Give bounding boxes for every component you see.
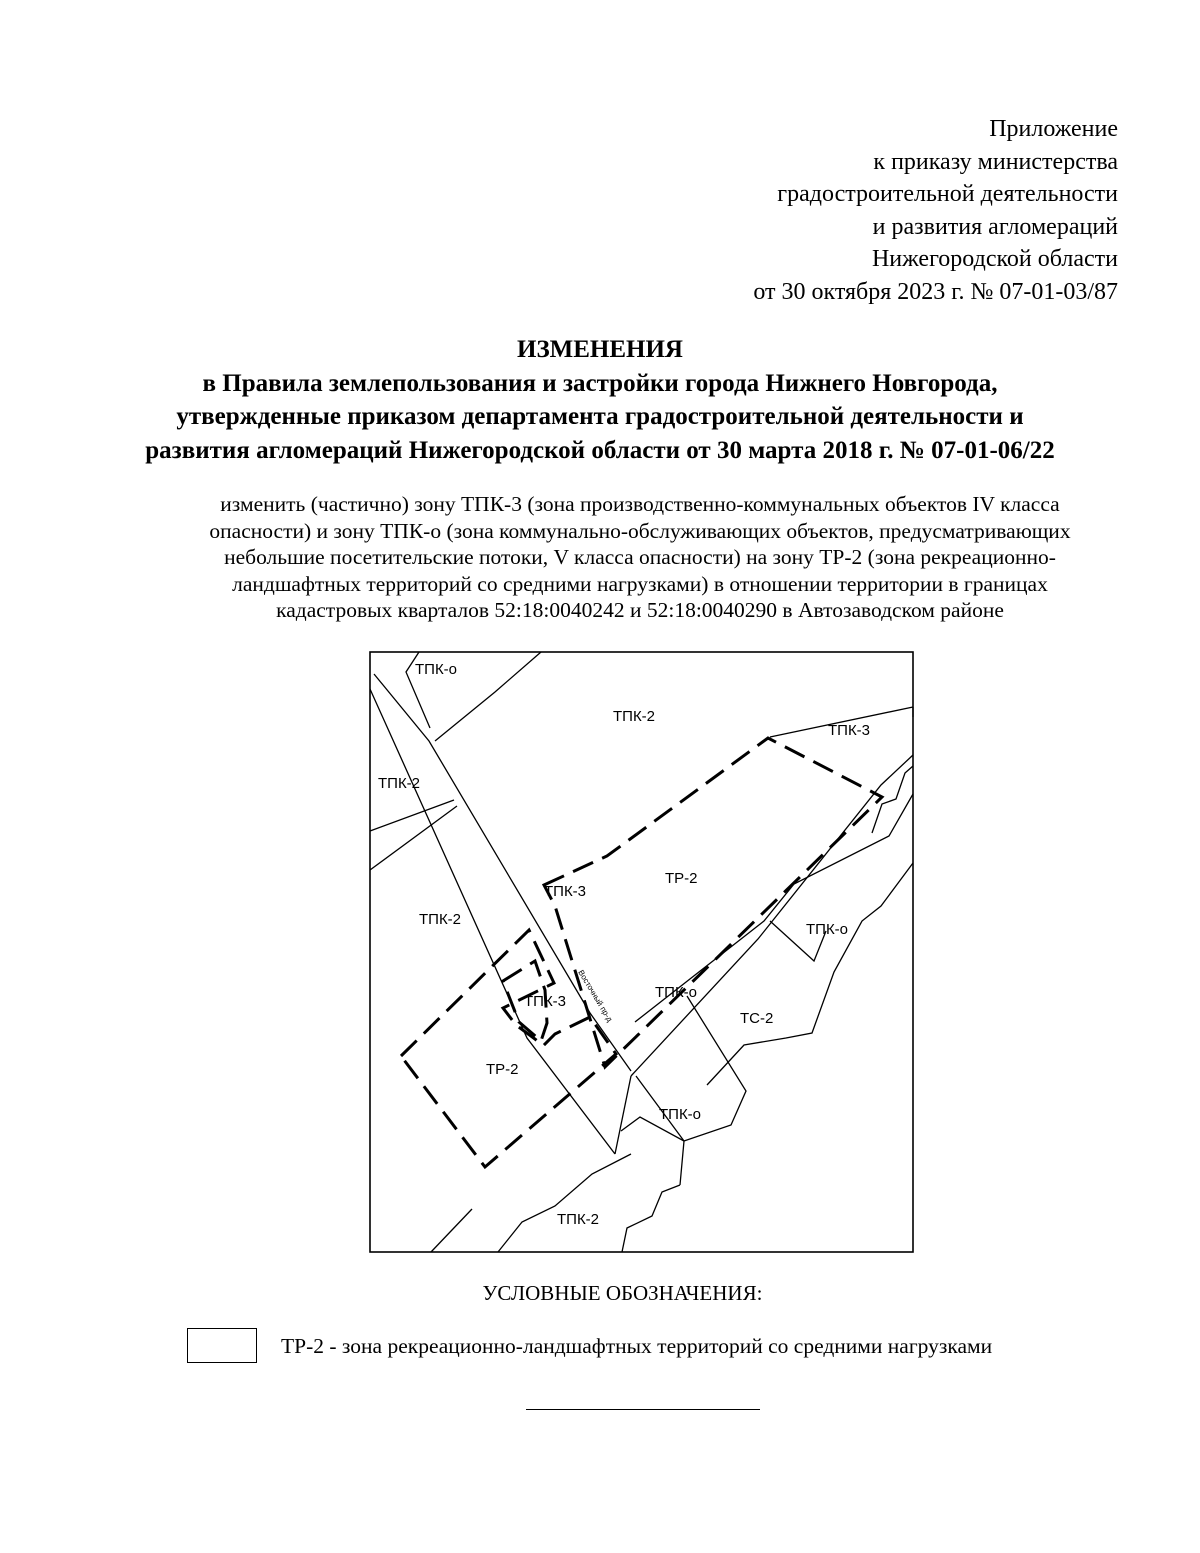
title-heading: ИЗМЕНЕНИЯ <box>517 336 683 363</box>
tr2-boundary-upper <box>544 738 882 1067</box>
description-line: опасности) и зону ТПК-о (зона коммунально-обслуживающих объектов, предусматривающих <box>209 518 1071 543</box>
description-line: небольшие посетительские потоки, V класса опасности) на зону ТР-2 (зона рекреационно- <box>224 545 1056 570</box>
zone-label: ТР-2 <box>486 1061 519 1078</box>
zoning-map <box>369 651 914 1253</box>
zone-label: ТПК-2 <box>378 775 421 792</box>
document-title <box>60 333 1140 467</box>
appendix-block <box>518 113 1118 308</box>
map-frame <box>370 652 913 1252</box>
appendix-line: Нижегородской области <box>871 246 1118 272</box>
title-line: в Правила землепользования и застройки города Нижнего Новгорода, <box>202 369 998 397</box>
title-line: развития агломераций Нижегородской области от 30 марта 2018 г. № 07-01-06/22 <box>145 436 1055 464</box>
description-line: кадастровых кварталов 52:18:0040242 и 52:18:0040290 в Автозаводском районе <box>276 598 1004 623</box>
zone-label: ТПК-3 <box>828 722 871 739</box>
change-area-outlines <box>401 738 882 1167</box>
road-label: Восточный пр-д <box>576 968 615 1024</box>
zone-label: ТПК-2 <box>557 1211 600 1228</box>
zone-label: ТПК-о <box>806 921 849 938</box>
zone-label: ТР-2 <box>665 870 698 887</box>
appendix-line: Приложение <box>989 116 1118 142</box>
parcel-boundary <box>431 1209 472 1252</box>
road-edge-left <box>370 689 615 1154</box>
appendix-line: и развития агломераций <box>872 213 1118 240</box>
tr2-boundary-lower <box>401 930 616 1167</box>
zone-label: ТПК-3 <box>544 883 587 900</box>
appendix-line: к приказу министерства <box>873 148 1118 175</box>
zone-label: ТПК-о <box>659 1106 702 1123</box>
zone-label: ТС-2 <box>740 1010 774 1027</box>
appendix-line: градостроительной деятельности <box>777 181 1118 207</box>
title-line: утвержденные приказом департамента градостроительной деятельности и <box>176 403 1024 430</box>
zone-boundaries <box>370 652 913 1252</box>
corridor-edge <box>615 1076 631 1154</box>
zone-label: ТПК-о <box>415 661 458 678</box>
change-description <box>120 491 1160 624</box>
footer-rule <box>526 1409 760 1410</box>
parcel-boundary <box>622 1185 680 1252</box>
legend-swatch <box>187 1328 257 1363</box>
description-line: изменить (частично) зону ТПК-3 (зона производственно-коммунальных объектов IV класса <box>220 492 1060 516</box>
parcel-boundary <box>707 863 913 1085</box>
corridor-edge-upper <box>631 755 913 1076</box>
appendix-line: от 30 октября 2023 г. № 07-01-03/87 <box>753 278 1118 305</box>
description-line: ландшафтных территорий со средними нагрузками) в отношении территории в границах <box>232 571 1048 596</box>
legend-heading: УСЛОВНЫЕ ОБОЗНАЧЕНИЯ: <box>482 1281 763 1305</box>
zone-label: ТПК-2 <box>613 708 656 725</box>
parcel-boundary <box>370 800 454 831</box>
zone-label: ТПК-3 <box>524 993 567 1010</box>
road-edge-right <box>374 674 631 1071</box>
zone-label: ТПК-2 <box>419 911 462 928</box>
legend-text: ТР-2 - зона рекреационно-ландшафтных территорий со средними нагрузками <box>281 1334 993 1358</box>
parcel-boundary <box>498 1154 631 1252</box>
zone-label: ТПК-о <box>655 984 698 1001</box>
